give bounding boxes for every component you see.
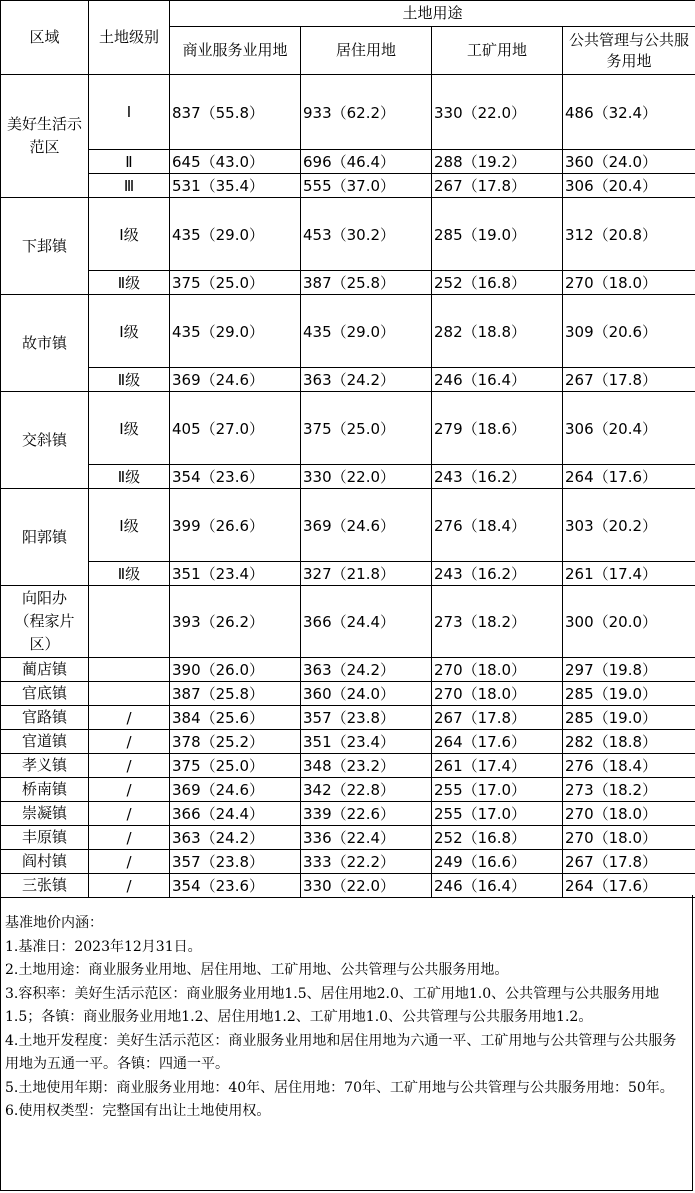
industrial-price: 243（16.2）: [432, 562, 563, 586]
grade-cell: Ⅱ级: [89, 562, 170, 586]
header-industrial: 工矿用地: [432, 27, 563, 75]
public-price: 303（20.2）: [563, 489, 695, 562]
industrial-price: 330（22.0）: [432, 75, 563, 150]
grade-cell: [89, 586, 170, 658]
industrial-price: 243（16.2）: [432, 465, 563, 489]
note-development-level: 4.土地开发程度：美好生活示范区：商业服务业用地和居住用地为六通一平、工矿用地与公共管理与公共服务用地为五通一平。各镇：四通一平。: [5, 1032, 677, 1072]
grade-cell: Ⅰ: [89, 75, 170, 150]
residential-price: 363（24.2）: [301, 658, 432, 682]
region-cell: 阎村镇: [1, 850, 89, 874]
residential-price: 369（24.6）: [301, 489, 432, 562]
commercial-price: 384（25.6）: [170, 706, 301, 730]
public-price: 309（20.6）: [563, 295, 695, 368]
table-row: [1, 198, 695, 271]
table-row: [1, 586, 695, 658]
commercial-price: 531（35.4）: [170, 174, 301, 198]
residential-price: 696（46.4）: [301, 150, 432, 174]
commercial-price: 435（29.0）: [170, 198, 301, 271]
residential-price: 387（25.8）: [301, 271, 432, 295]
region-cell: 三张镇: [1, 874, 89, 898]
table-row: [1, 465, 695, 489]
note-plot-ratio: 3.容积率：美好生活示范区：商业服务业用地1.5、居住用地2.0、工矿用地1.0、公共管理与公共服务用地1.5；各镇：商业服务业用地1.2、居住用地1.2、工矿用地1.0、公共管理与公共服务用地1.2。: [5, 985, 660, 1025]
commercial-price: 378（25.2）: [170, 730, 301, 754]
residential-price: 360（24.0）: [301, 682, 432, 706]
grade-cell: Ⅰ级: [89, 198, 170, 271]
region-cell: 官道镇: [1, 730, 89, 754]
residential-price: 342（22.8）: [301, 778, 432, 802]
table-row: [1, 562, 695, 586]
region-cell: 故市镇: [1, 295, 89, 392]
industrial-price: 249（16.6）: [432, 850, 563, 874]
region-cell: 美好生活示范区: [1, 75, 89, 198]
public-price: 267（17.8）: [563, 368, 695, 392]
residential-price: 453（30.2）: [301, 198, 432, 271]
note-use-term: 5.土地使用年期：商业服务业用地：40年、居住用地：70年、工矿用地与公共管理与公共服务用地：50年。: [5, 1079, 674, 1096]
table-row: [1, 802, 695, 826]
residential-price: 351（23.4）: [301, 730, 432, 754]
note-right-type: 6.使用权类型：完整国有出让土地使用权。: [5, 1103, 271, 1119]
grade-cell: Ⅱ级: [89, 368, 170, 392]
industrial-price: 288（19.2）: [432, 150, 563, 174]
commercial-price: 369（24.6）: [170, 368, 301, 392]
note-land-use: 2.土地用途：商业服务业用地、居住用地、工矿用地、公共管理与公共服务用地。: [5, 962, 509, 978]
grade-cell: /: [89, 778, 170, 802]
commercial-price: 405（27.0）: [170, 392, 301, 465]
region-cell: 官底镇: [1, 682, 89, 706]
grade-cell: /: [89, 730, 170, 754]
table-row: [1, 682, 695, 706]
region-cell: 向阳办（程家片区）: [1, 586, 89, 658]
industrial-price: 279（18.6）: [432, 392, 563, 465]
public-price: 306（20.4）: [563, 174, 695, 198]
header-residential: 居住用地: [301, 27, 432, 75]
public-price: 270（18.0）: [563, 826, 695, 850]
industrial-price: 252（16.8）: [432, 271, 563, 295]
residential-price: 330（22.0）: [301, 874, 432, 898]
commercial-price: 375（25.0）: [170, 754, 301, 778]
commercial-price: 363（24.2）: [170, 826, 301, 850]
header-public: 公共管理与公共服务用地: [563, 27, 695, 75]
note-base-date: 1.基准日：2023年12月31日。: [5, 938, 202, 955]
public-price: 282（18.8）: [563, 730, 695, 754]
grade-cell: /: [89, 706, 170, 730]
grade-cell: /: [89, 874, 170, 898]
public-price: 285（19.0）: [563, 682, 695, 706]
public-price: 276（18.4）: [563, 754, 695, 778]
residential-price: 348（23.2）: [301, 754, 432, 778]
public-price: 486（32.4）: [563, 75, 695, 150]
industrial-price: 264（17.6）: [432, 730, 563, 754]
residential-price: 363（24.2）: [301, 368, 432, 392]
region-cell: 蔺店镇: [1, 658, 89, 682]
commercial-price: 369（24.6）: [170, 778, 301, 802]
region-cell: 丰原镇: [1, 826, 89, 850]
public-price: 300（20.0）: [563, 586, 695, 658]
grade-cell: Ⅰ级: [89, 392, 170, 465]
public-price: 261（17.4）: [563, 562, 695, 586]
public-price: 264（17.6）: [563, 874, 695, 898]
commercial-price: 390（26.0）: [170, 658, 301, 682]
table-row: [1, 368, 695, 392]
grade-cell: [89, 682, 170, 706]
industrial-price: 255（17.0）: [432, 802, 563, 826]
commercial-price: 351（23.4）: [170, 562, 301, 586]
industrial-price: 252（16.8）: [432, 826, 563, 850]
table-row: [1, 658, 695, 682]
region-cell: 桥南镇: [1, 778, 89, 802]
residential-price: 375（25.0）: [301, 392, 432, 465]
grade-cell: Ⅰ级: [89, 295, 170, 368]
industrial-price: 270（18.0）: [432, 682, 563, 706]
table-row: [1, 489, 695, 562]
industrial-price: 261（17.4）: [432, 754, 563, 778]
public-price: 306（20.4）: [563, 392, 695, 465]
commercial-price: 399（26.6）: [170, 489, 301, 562]
residential-price: 366（24.4）: [301, 586, 432, 658]
industrial-price: 270（18.0）: [432, 658, 563, 682]
commercial-price: 837（55.8）: [170, 75, 301, 150]
public-price: 285（19.0）: [563, 706, 695, 730]
table-row: [1, 706, 695, 730]
residential-price: 339（22.6）: [301, 802, 432, 826]
commercial-price: 354（23.6）: [170, 465, 301, 489]
industrial-price: 246（16.4）: [432, 368, 563, 392]
region-cell: 官路镇: [1, 706, 89, 730]
public-price: 360（24.0）: [563, 150, 695, 174]
region-cell: 崇凝镇: [1, 802, 89, 826]
residential-price: 435（29.0）: [301, 295, 432, 368]
header-grade: 土地级别: [89, 1, 170, 75]
commercial-price: 435（29.0）: [170, 295, 301, 368]
region-cell: 交斜镇: [1, 392, 89, 489]
header-region: 区域: [1, 1, 89, 75]
commercial-price: 645（43.0）: [170, 150, 301, 174]
grade-cell: Ⅱ级: [89, 465, 170, 489]
grade-cell: /: [89, 826, 170, 850]
header-commercial: 商业服务业用地: [170, 27, 301, 75]
table-row: [1, 295, 695, 368]
industrial-price: 246（16.4）: [432, 874, 563, 898]
public-price: 270（18.0）: [563, 802, 695, 826]
residential-price: 933（62.2）: [301, 75, 432, 150]
industrial-price: 255（17.0）: [432, 778, 563, 802]
residential-price: 336（22.4）: [301, 826, 432, 850]
region-cell: 孝义镇: [1, 754, 89, 778]
residential-price: 333（22.2）: [301, 850, 432, 874]
public-price: 273（18.2）: [563, 778, 695, 802]
residential-price: 357（23.8）: [301, 706, 432, 730]
land-price-notes: [0, 895, 693, 1191]
table-row: [1, 826, 695, 850]
table-row: [1, 778, 695, 802]
table-row: [1, 392, 695, 465]
notes-title: 基准地价内涵：: [5, 915, 103, 931]
grade-cell: /: [89, 802, 170, 826]
industrial-price: 285（19.0）: [432, 198, 563, 271]
industrial-price: 282（18.8）: [432, 295, 563, 368]
grade-cell: /: [89, 850, 170, 874]
commercial-price: 387（25.8）: [170, 682, 301, 706]
grade-cell: Ⅱ级: [89, 271, 170, 295]
grade-cell: Ⅱ: [89, 150, 170, 174]
public-price: 264（17.6）: [563, 465, 695, 489]
public-price: 270（18.0）: [563, 271, 695, 295]
commercial-price: 354（23.6）: [170, 874, 301, 898]
region-cell: 下邽镇: [1, 198, 89, 295]
public-price: 297（19.8）: [563, 658, 695, 682]
commercial-price: 357（23.8）: [170, 850, 301, 874]
table-row: [1, 874, 695, 898]
industrial-price: 276（18.4）: [432, 489, 563, 562]
industrial-price: 267（17.8）: [432, 706, 563, 730]
table-row: [1, 271, 695, 295]
table-row: [1, 730, 695, 754]
header-land-use: 土地用途: [170, 1, 695, 27]
commercial-price: 366（24.4）: [170, 802, 301, 826]
residential-price: 330（22.0）: [301, 465, 432, 489]
table-row: [1, 75, 695, 150]
grade-cell: /: [89, 754, 170, 778]
industrial-price: 267（17.8）: [432, 174, 563, 198]
residential-price: 555（37.0）: [301, 174, 432, 198]
grade-cell: [89, 658, 170, 682]
table-row: [1, 754, 695, 778]
commercial-price: 375（25.0）: [170, 271, 301, 295]
table-row: [1, 174, 695, 198]
industrial-price: 273（18.2）: [432, 586, 563, 658]
public-price: 312（20.8）: [563, 198, 695, 271]
table-row: [1, 150, 695, 174]
public-price: 267（17.8）: [563, 850, 695, 874]
grade-cell: Ⅲ: [89, 174, 170, 198]
commercial-price: 393（26.2）: [170, 586, 301, 658]
table-row: [1, 850, 695, 874]
region-cell: 阳郭镇: [1, 489, 89, 586]
residential-price: 327（21.8）: [301, 562, 432, 586]
grade-cell: Ⅰ级: [89, 489, 170, 562]
